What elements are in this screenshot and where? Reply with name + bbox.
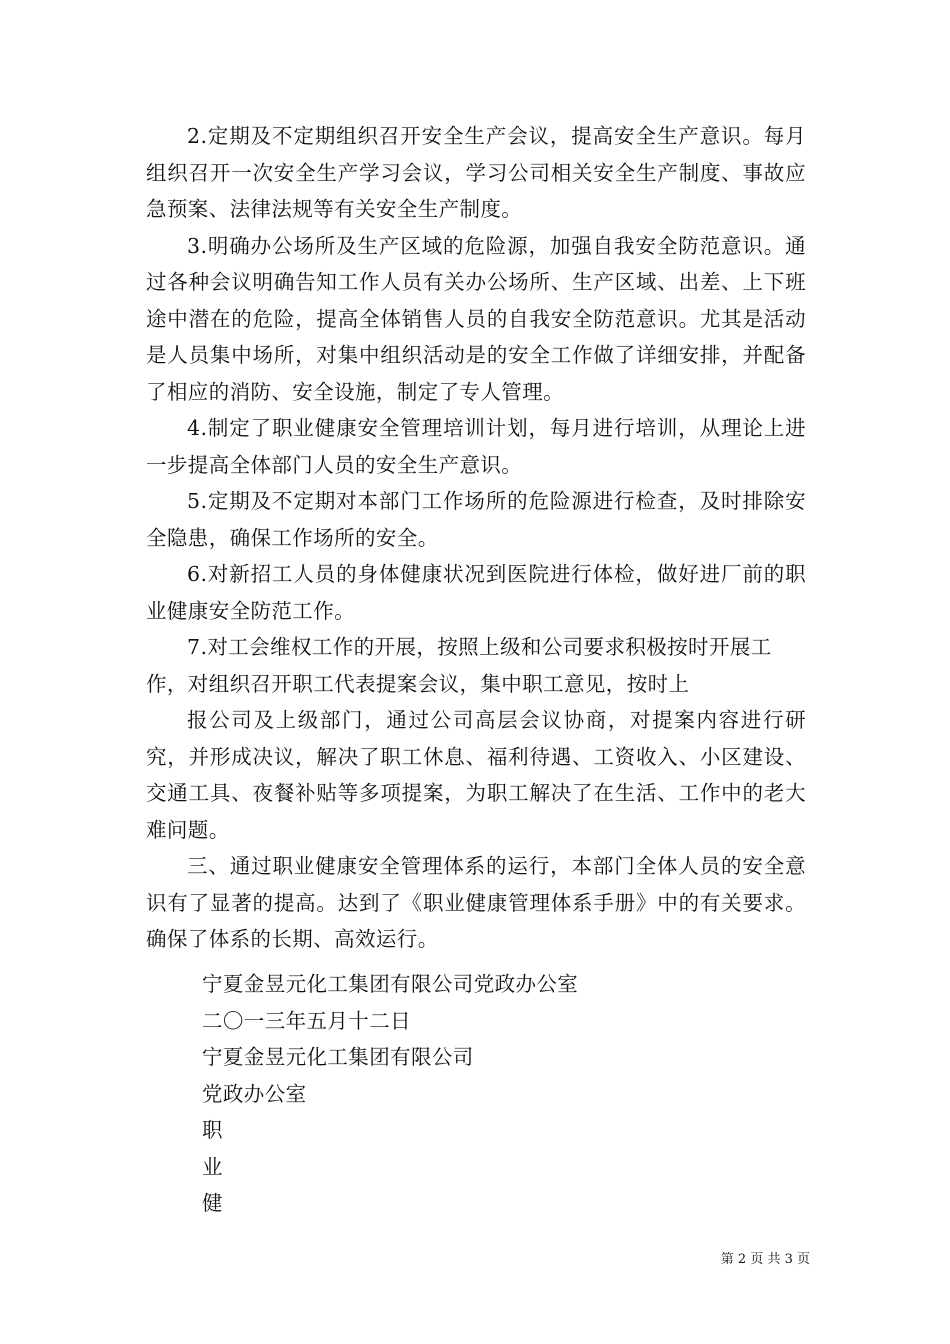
signoff-organization-office: 宁夏金昱元化工集团有限公司党政办公室 — [202, 972, 579, 996]
signoff-date: 二〇一三年五月十二日 — [202, 1008, 411, 1033]
paragraph-item-3: 3.明确办公场所及生产区域的危险源，加强自我安全防范意识。通过各种会议明确告知工作人员有关办公场所、生产区域、出差、上下班途中潜在的危险，提高全体销售人员的自我安全防范意识。尤其是活动是人员集中场所，对集中组织活动是的安全工作做了详细安排，并配备了相应的消防、安全设施，制定了专人管理。 — [146, 233, 806, 404]
vertical-char-3: 健 — [202, 1191, 223, 1215]
paragraph-item-7-continued: 报公司及上级部门，通过公司高层会议协商，对提案内容进行研究，并形成决议，解决了职工休息、福利待遇、工资收入、小区建设、交通工具、夜餐补贴等多项提案，为职工解决了在生活、工作中的老大难问题。 — [146, 708, 806, 842]
vertical-char-2: 业 — [202, 1154, 223, 1179]
paragraph-item-6: 6.对新招工人员的身体健康状况到医院进行体检，做好进厂前的职业健康安全防范工作。 — [146, 562, 806, 623]
signoff-office: 党政办公室 — [202, 1081, 307, 1106]
paragraph-item-2: 2.定期及不定期组织召开安全生产会议，提高安全生产意识。每月组织召开一次安全生产学习会议，学习公司相关安全生产制度、事故应急预案、法律法规等有关安全生产制度。 — [146, 124, 806, 221]
paragraph-item-4: 4.制定了职业健康安全管理培训计划，每月进行培训，从理论上进一步提高全体部门人员的安全生产意识。 — [146, 416, 806, 477]
vertical-char-1: 职 — [202, 1118, 223, 1142]
signoff-block — [202, 966, 578, 1222]
paragraph-item-7: 7.对工会维权工作的开展，按照上级和公司要求积极按时开展工作，对组织召开职工代表提案会议，集中职工意见，按时上 — [146, 635, 772, 696]
document-body — [146, 118, 806, 958]
paragraph-section-3: 三、通过职业健康安全管理体系的运行，本部门全体人员的安全意识有了显著的提高。达到了《职业健康管理体系手册》中的有关要求。确保了体系的长期、高效运行。 — [146, 854, 806, 951]
page-number-footer: 第 2 页 共 3 页 — [720, 1252, 810, 1267]
paragraph-item-5: 5.定期及不定期对本部门工作场所的危险源进行检查，及时排除安全隐患，确保工作场所的安全。 — [146, 489, 806, 550]
signoff-organization: 宁夏金昱元化工集团有限公司 — [202, 1045, 474, 1069]
